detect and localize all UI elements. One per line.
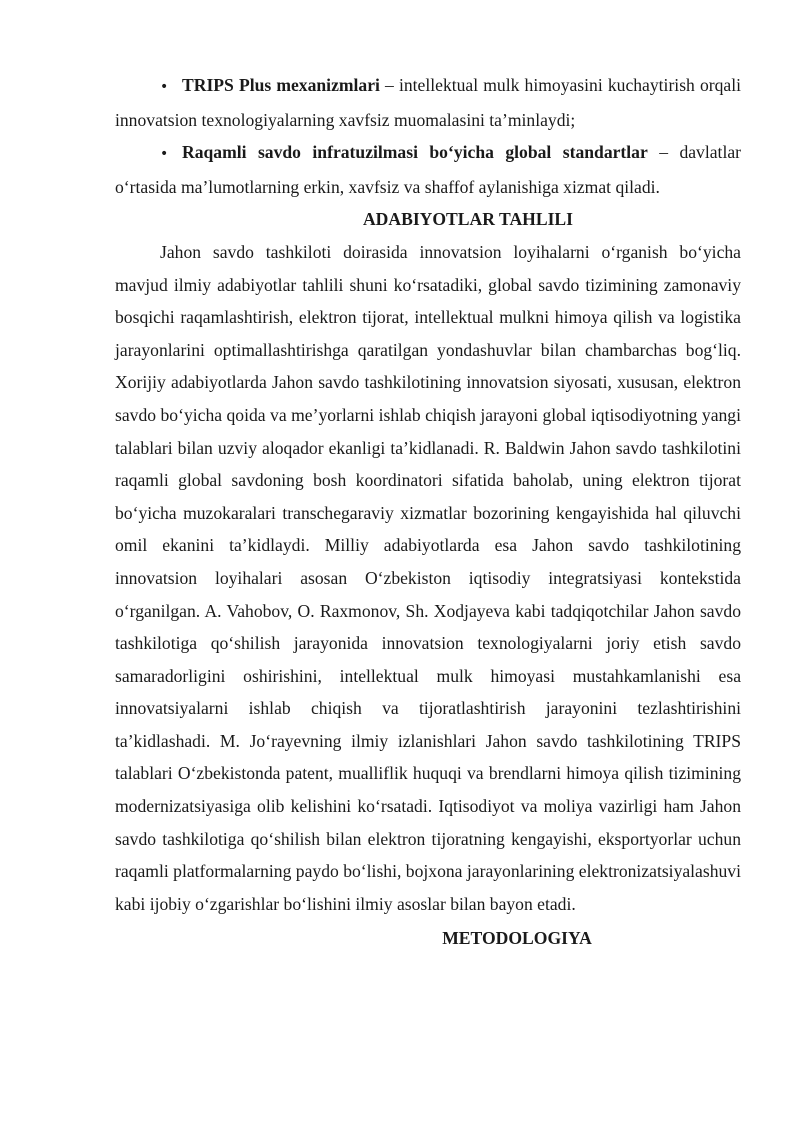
- literature-review-paragraph: Jahon savdo tashkiloti doirasida innovatsion loyihalarni o‘rganish bo‘yicha mavjud ilmiy adabiyotlar tahlili shuni ko‘rsatadiki, global savdo tizimining zamonaviy bosqichi raqamlashtirish, elektron tijorat, intellektual mulkni himoya qilish va logistika jarayonlarini optimallashtirishga qaratilgan yondashuvlar bilan chambarchas bog‘liq. Xorijiy adabiyotlarda Jahon savdo tashkilotining innovatsion siyosati, xususan, elektron savdo bo‘yicha qoida va me’yorlarni ishlab chiqish jarayoni global iqtisodiyotning yangi talablari bilan uzviy aloqador ekanligi ta’kidlanadi. R. Baldwin Jahon savdo tashkilotini raqamli global savdoning bosh koordinatori sifatida baholab, uning elektron tijorat bo‘yicha muzokaralari transchegaraviy xizmatlar bozorining kengayishida hal qiluvchi omil ekanini ta’kidlaydi. Milliy adabiyotlarda esa Jahon savdo tashkilotining innovatsion loyihalari asosan O‘zbekiston iqtisodiy integratsiyasi kontekstida o‘rganilgan. A. Vahobov, O. Raxmonov, Sh. Xodjayeva kabi tadqiqotchilar Jahon savdo tashkilotiga qo‘shilish jarayonida innovatsion texnologiyalarni joriy etish savdo samaradorligini oshirishini, intellektual mulk himoyasi mustahkamlanishi esa innovatsiyalarni ishlab chiqish va tijoratlashtirish jarayonini tezlashtirishini ta’kidlashadi. M. Jo‘rayevning ilmiy izlanishlari Jahon savdo tashkilotining TRIPS talablari O‘zbekistonda patent, mualliflik huquqi va brendlarni himoya qilish tizimining modernizatsiyasiga olib kelishini ko‘rsatadi. Iqtisodiyot va moliya vazirligi ham Jahon savdo tashkilotiga qo‘shilish bilan elektron tijoratning kengayishi, eksportyorlar uchun raqamli platformalarning paydo bo‘lishi, bojxona jarayonlarining elektronizatsiyalashuvi kabi ijobiy o‘zgarishlar bo‘lishini ilmiy asoslar bilan bayon etadi.: [115, 241, 741, 914]
- bullet-item-digital-trade: [115, 136, 741, 203]
- bullet-icon: •: [160, 146, 169, 163]
- bullet-term: TRIPS Plus mexanizmlari: [182, 75, 380, 95]
- bullet-item-trips-plus: [115, 69, 741, 136]
- bullet-text: – davlatlar o‘rtasida ma’lumotlarning erkin, xavfsiz va shaffof aylanishiga xizmat qiladi.: [115, 142, 741, 197]
- section-heading-methodology: METODOLOGIYA: [442, 928, 592, 949]
- section-heading-literature-review: ADABIYOTLAR TAHLILI: [362, 209, 574, 230]
- bullet-term: Raqamli savdo infratuzilmasi bo‘yicha global standartlar: [182, 142, 648, 163]
- bullet-icon: •: [160, 79, 169, 95]
- page-content: [115, 69, 741, 955]
- bullet-text: – intellektual mulk himoyasini kuchaytirish orqali innovatsion texnologiyalarning xavfsiz muomalasini ta’minlaydi;: [115, 75, 741, 130]
